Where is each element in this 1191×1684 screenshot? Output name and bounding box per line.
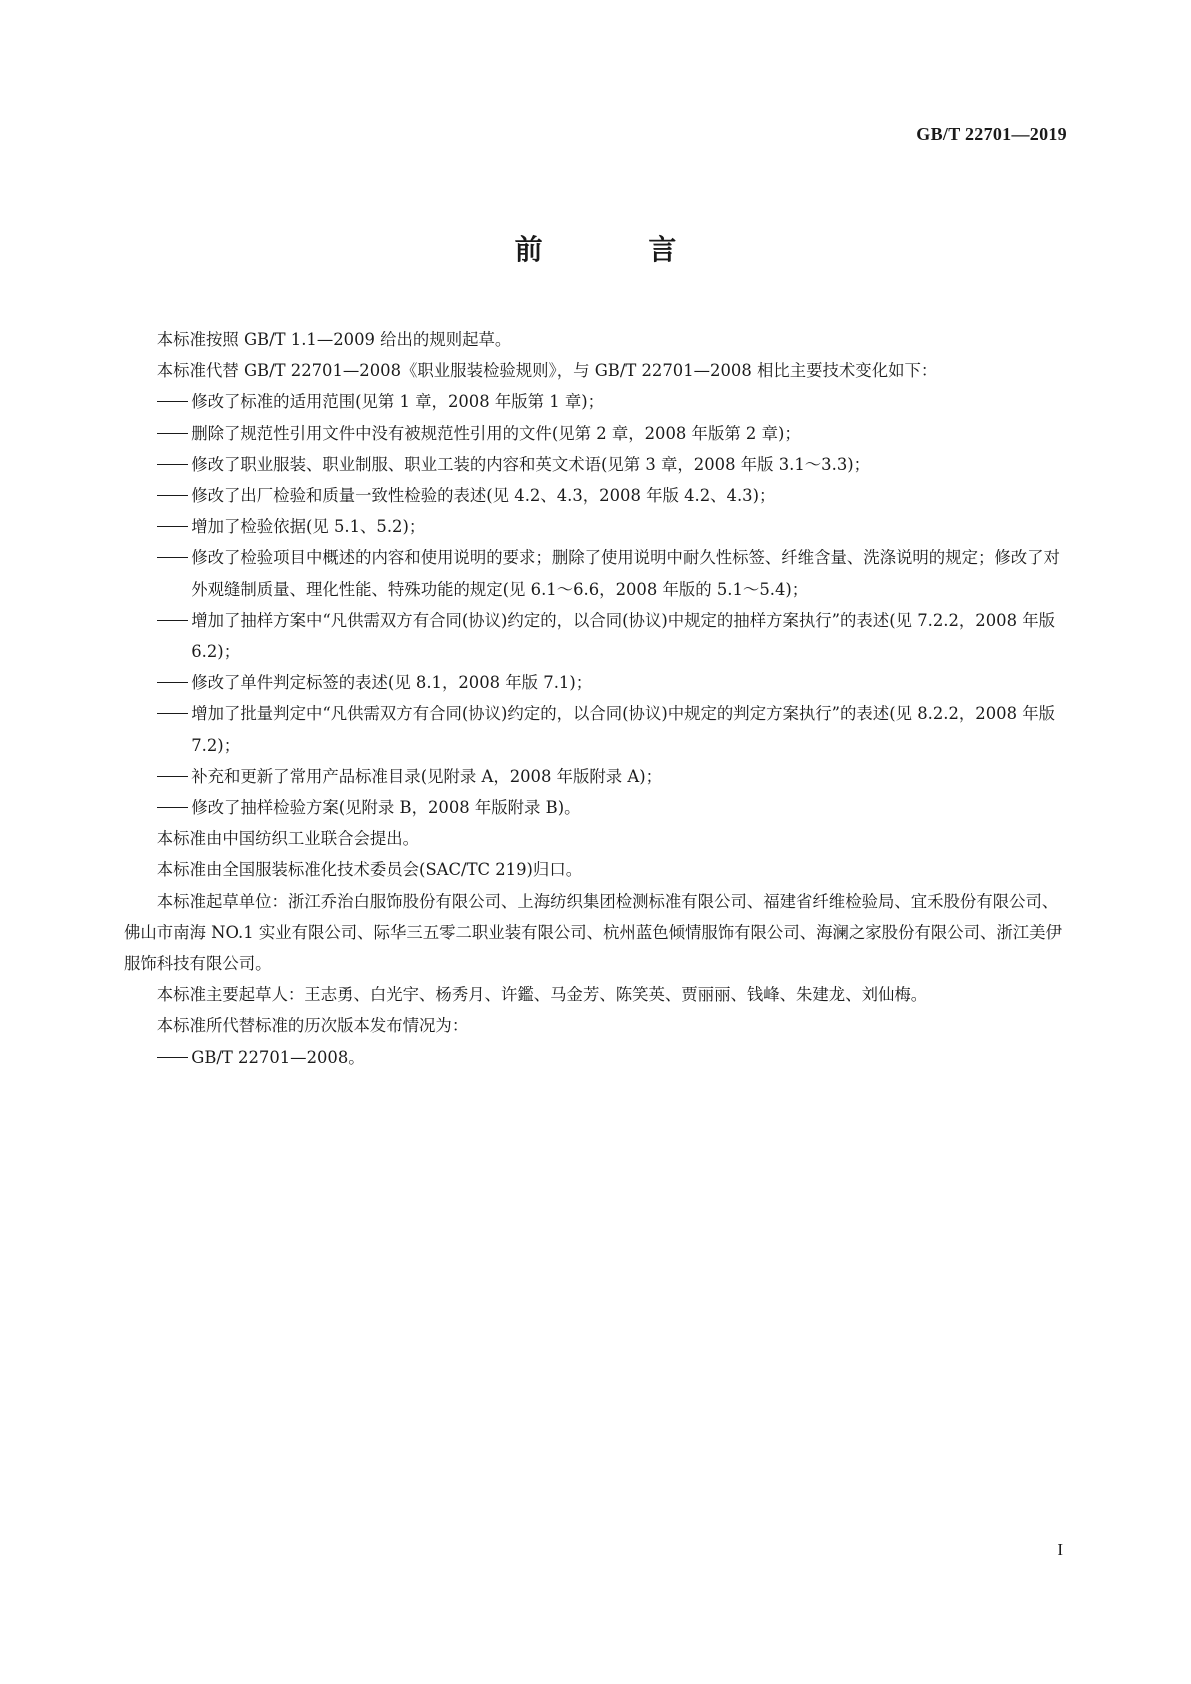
dash-icon [157,511,191,542]
dash-icon [157,542,191,573]
paragraph: 本标准由全国服装标准化技术委员会(SAC/TC 219)归口。 [156,860,583,880]
paragraph: 本标准所代替标准的历次版本发布情况为： [156,1016,469,1036]
list-item-text: 修改了单件判定标签的表述(见 8.1，2008 年版 7.1)； [191,673,593,693]
list-item [124,792,1064,823]
list-item [124,480,1064,511]
list-item-text: 补充和更新了常用产品标准目录(见附录 A，2008 年版附录 A)； [191,766,663,786]
list-item [124,1042,1064,1073]
dash-icon [157,761,191,792]
paragraph: 本标准按照 GB/T 1.1—2009 给出的规则起草。 [156,330,512,349]
list-item-text: 增加了批量判定中“凡供需双方有合同(协议)约定的，以合同(协议)中规定的判定方案执行”的表述(见 8.2.2，2008 年版 7.2)； [191,704,1055,755]
list-item-text: 删除了规范性引用文件中没有被规范性引用的文件(见第 2 章，2008 年版第 2 章)； [191,423,801,443]
list-item-text: 修改了检验项目中概述的内容和使用说明的要求；删除了使用说明中耐久性标签、纤维含量、洗涤说明的规定；修改了对外观缝制质量、理化性能、特殊功能的规定(见 6.1～6.6，2008 年版的 5.1～5.4)； [191,548,1060,599]
paragraph: 本标准起草单位：浙江乔治白服饰股份有限公司、上海纺织集团检测标准有限公司、福建省纤维检验局、宜禾股份有限公司、佛山市南海 NO.1 实业有限公司、际华三五零二职业装有限公司、杭州蓝色倾情服饰有限公司、海澜之家股份有限公司、浙江美伊服饰科技有限公司。 [124,891,1062,974]
dash-icon [157,449,191,480]
list-item [124,418,1064,449]
list-item [124,511,1064,542]
list-item-text: 修改了职业服装、职业制服、职业工装的内容和英文术语(见第 3 章，2008 年版 3.1～3.3)； [191,454,871,474]
list-item [124,449,1064,480]
list-item-text: 修改了抽样检验方案(见附录 B，2008 年版附录 B)。 [191,798,581,818]
dash-icon [157,792,191,823]
list-item [124,386,1064,417]
paragraph: 本标准主要起草人：王志勇、白光宇、杨秀月、许鑑、马金芳、陈笑英、贾丽丽、钱峰、朱建龙、刘仙梅。 [156,985,928,1005]
list-item [124,605,1064,667]
dash-icon [157,667,191,698]
list-item [124,542,1064,604]
list-item-text: 修改了出厂检验和质量一致性检验的表述(见 4.2、4.3，2008 年版 4.2、4.3)； [191,486,776,506]
dash-icon [157,1042,191,1073]
list-item [124,667,1064,698]
page-number: I [1057,1540,1063,1559]
list-item-text: 增加了检验依据(见 5.1、5.2)； [191,517,426,537]
dash-icon [157,698,191,729]
page-title: 前 言 [514,233,725,266]
list-item-text: GB/T 22701—2008。 [191,1047,365,1067]
list-item-text: 增加了抽样方案中“凡供需双方有合同(协议)约定的，以合同(协议)中规定的抽样方案执行”的表述(见 7.2.2，2008 年版 6.2)； [191,610,1055,662]
dash-icon [157,480,191,511]
list-item [124,698,1064,760]
standard-code: GB/T 22701—2019 [916,124,1067,144]
paragraph: 本标准代替 GB/T 22701—2008《职业服装检验规则》，与 GB/T 22701—2008 相比主要技术变化如下： [156,361,938,381]
dash-icon [157,418,191,449]
list-item [124,761,1064,792]
paragraph: 本标准由中国纺织工业联合会提出。 [156,829,420,849]
foreword-body [124,324,1064,1073]
list-item-text: 修改了标准的适用范围(见第 1 章，2008 年版第 1 章)； [191,392,605,412]
dash-icon [157,605,191,636]
dash-icon [157,386,191,417]
